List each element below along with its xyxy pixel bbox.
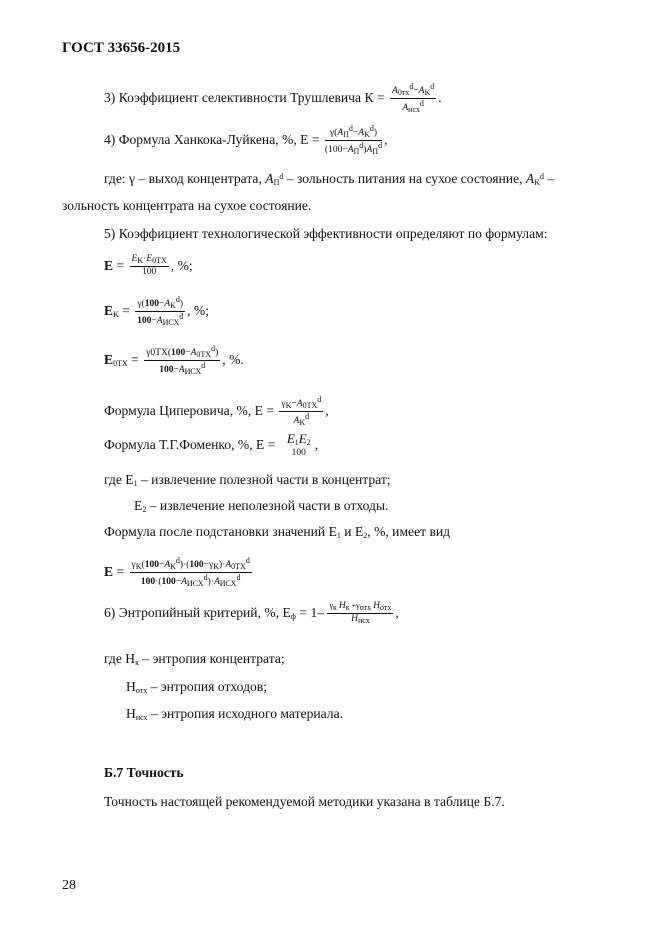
- hancock-line: 4) Формула Ханкока-Луйкена, %, Е = $\gamma(A_П^d-A_K^d)$ $(100-A_П^d)A_П^d$ ,: [104, 124, 388, 157]
- where-hotx: Нотх – энтропия отходов;: [126, 679, 267, 695]
- entropy-line: 6) Энтропийный критерий, %, Еф = 1– γк Нк +γотх Нотх $Н_{исх}$ ,: [104, 601, 399, 626]
- trushlevich-fraction: $A_{0тх}^d-A_K^d$ $A_{исх}^d$: [392, 82, 435, 115]
- where-hk: где Нк – энтропия концентрата;: [104, 651, 285, 667]
- where-hisx: Нисх – энтропия исходного материала.: [126, 706, 344, 722]
- formula-fomenko: Формула Т.Г.Фоменко, %, Е = E1E2 100 ,: [104, 431, 319, 459]
- where-e1: где Е1 – извлечение полезной части в концентрат;: [104, 472, 391, 488]
- section-heading: Б.7 Точность: [104, 765, 184, 780]
- formula-ciperovich: Формула Циперовича, %, Е = $\gamma_K-A_{0ТХ}^d$ $A_K^d$ ,: [104, 395, 329, 428]
- where-e2: Е2 – извлечение неполезной части в отходы.: [134, 498, 389, 514]
- tech-efficiency-line: 5) Коэффициент технологической эффективности определяют по формулам:: [104, 226, 548, 241]
- where-line-1: где: γ – выход концентрата, $AП^d$ – зольность питания на сухое состояние, $AK^d$ –: [104, 171, 555, 187]
- where-line-2: зольность концентрата на сухое состояние.: [62, 198, 312, 213]
- substitution-line: Формула после подстановки значений Е1 и Е2, %, имеет вид: [104, 524, 451, 540]
- hancock-fraction: $\gamma(A_П^d-A_K^d)$ $(100-A_П^d)A_П^d$: [324, 124, 383, 157]
- formula-e0tx: E0ТХ = $\gamma 0ТХ(100-A_{0ТХ}^d)$ $100-A_{ИСХ}^d$ , %.: [104, 344, 244, 377]
- formula-ek: EK = $\gamma(100-A_K^d)$ $100-A_{ИСХ}^d$ , %;: [104, 295, 209, 328]
- document-id: ГОСТ 33656-2015: [62, 40, 181, 56]
- page-number: 28: [62, 878, 76, 893]
- formula-e-full: E = $\gamma_K(100-A_K^d)\cdot(100-\gamma_K)\cdot A_{0ТХ}^d$ $100\cdot(100-A_{ИСХ}^d)\cdot A_{ИСХ}^d$: [104, 556, 250, 589]
- formula-e: E = $E_K\cdot E_{0ТХ}$ 100 , %;: [104, 254, 193, 278]
- section-text: Точность настоящей рекомендуемой методики указана в таблице Б.7.: [104, 794, 505, 809]
- trushlevich-line: 3) Коэффициент селективности Трушлевича К = $A_{0тх}^d-A_K^d$ $A_{исх}^d$ .: [104, 82, 442, 115]
